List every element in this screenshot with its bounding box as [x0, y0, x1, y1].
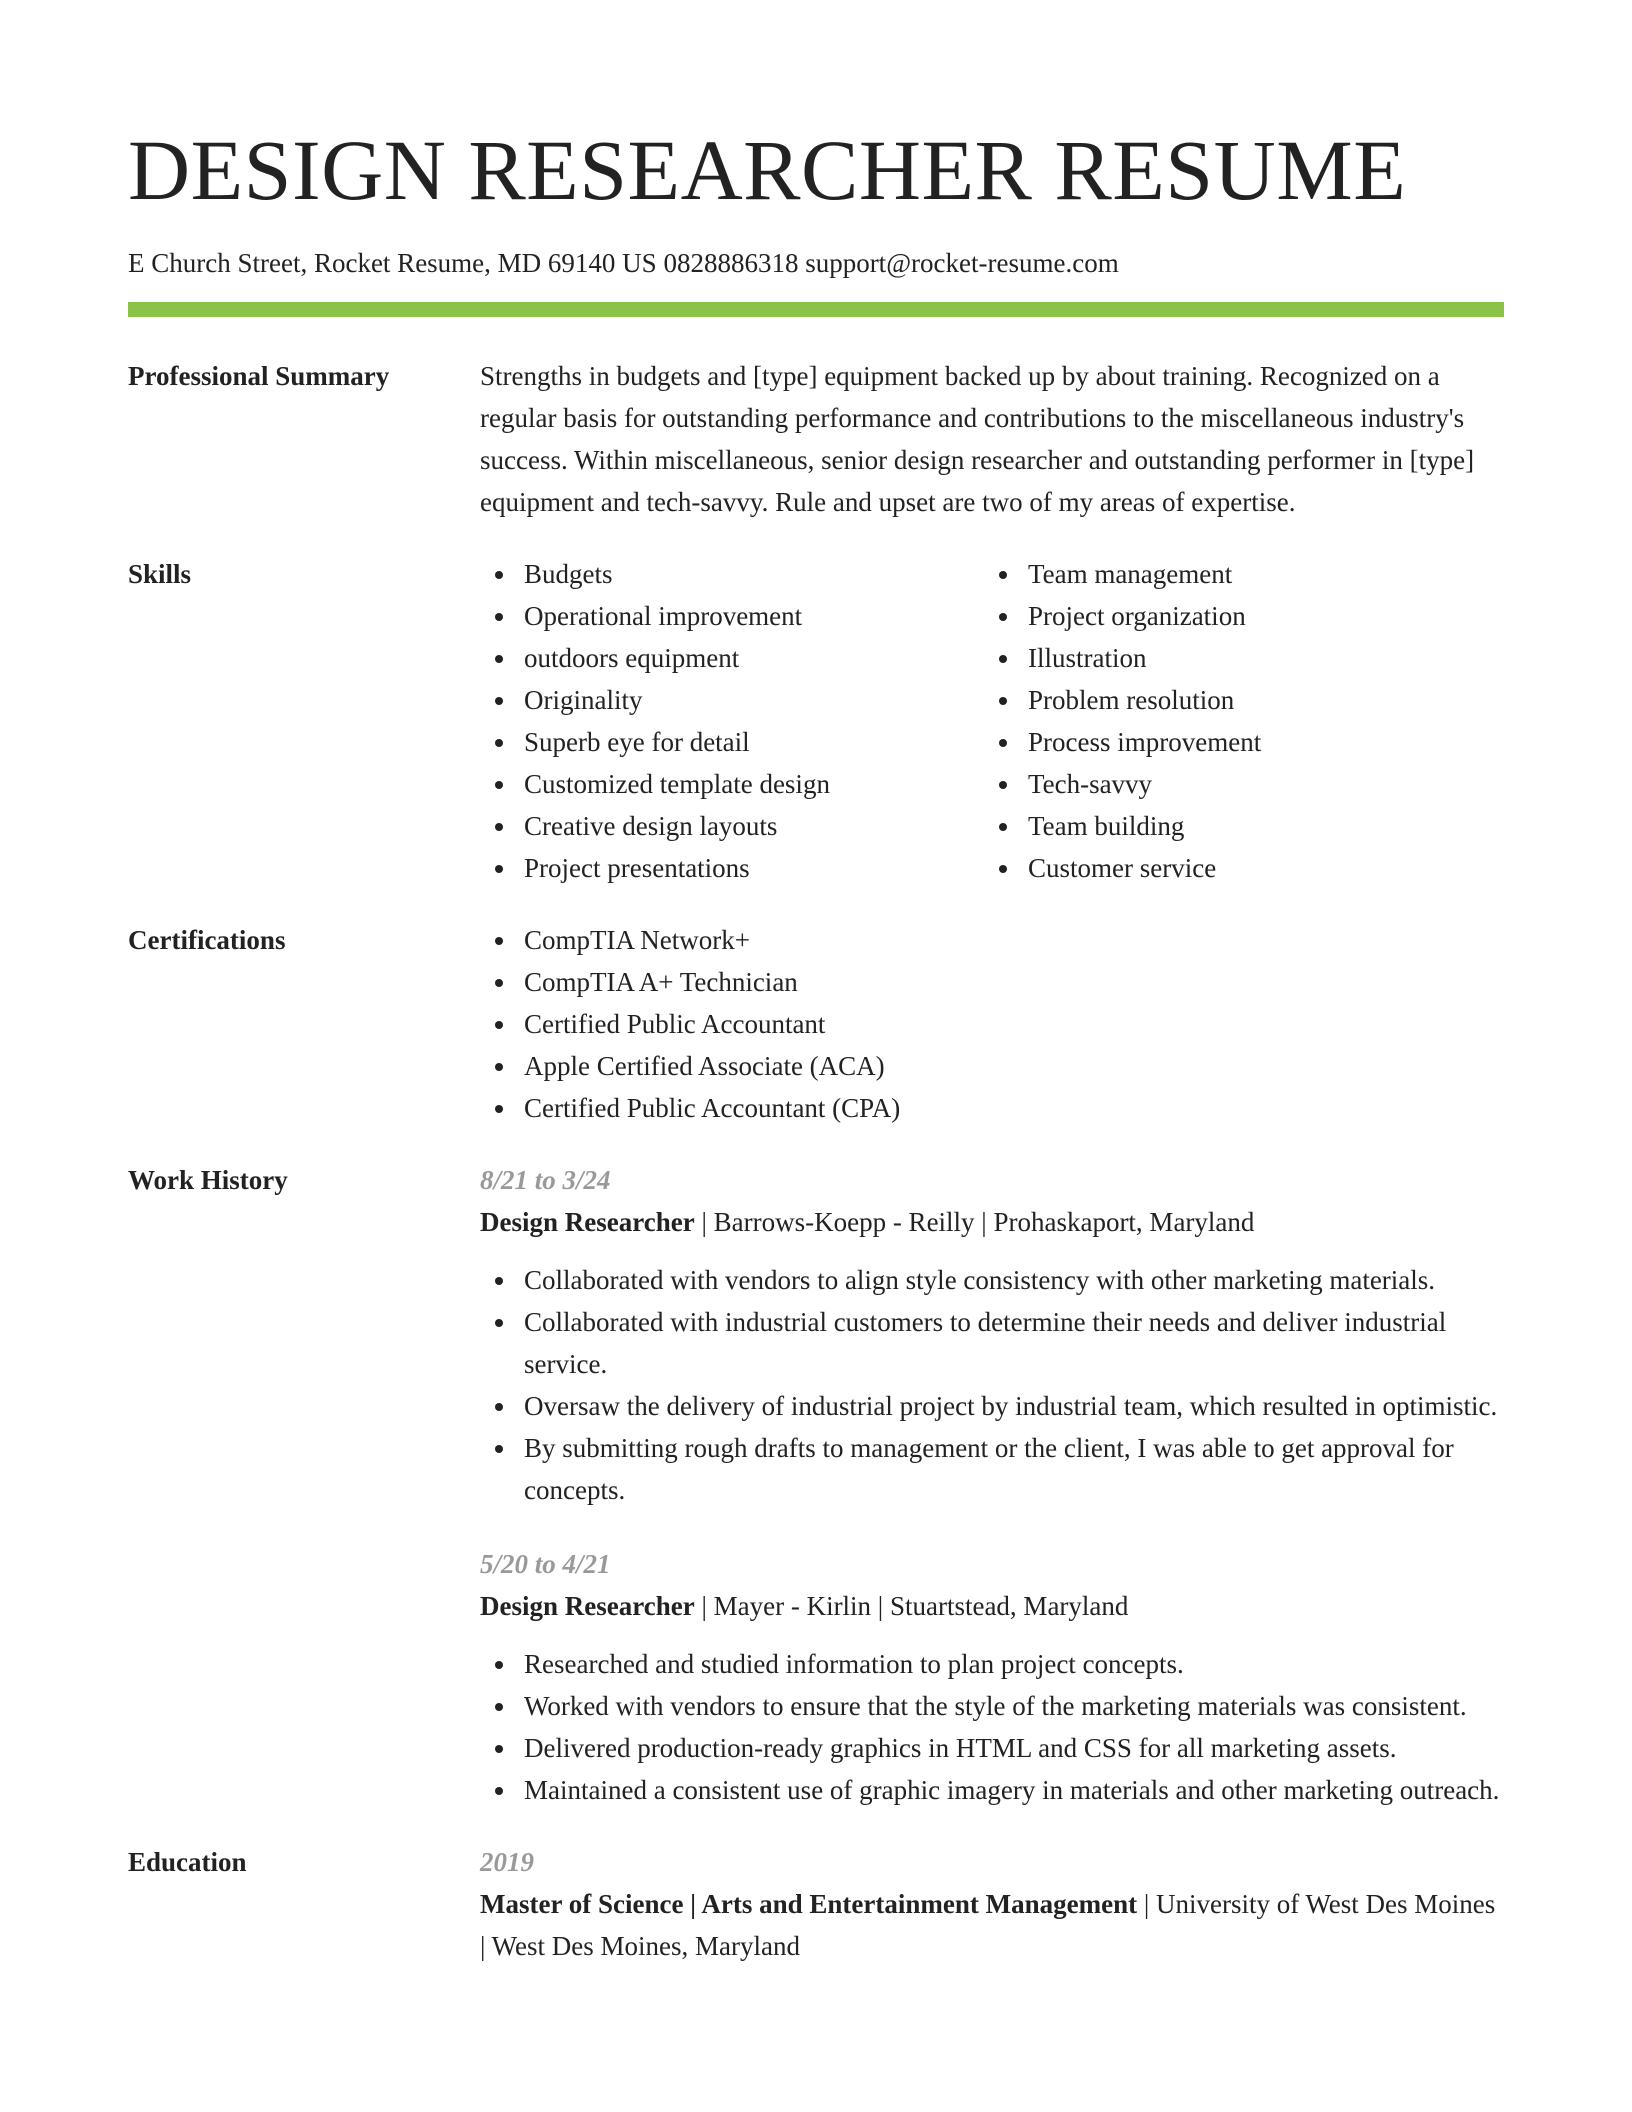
- list-item: Delivered production-ready graphics in HTML and CSS for all marketing assets.: [524, 1727, 1504, 1769]
- summary-text: Strengths in budgets and [type] equipment backed up by about training. Recognized on a regular basis for outstanding performance and contributions to the miscellaneous industry's success. Within miscellaneous, senior design researcher and outstanding performer in [type] equipment and tech-savvy. Rule and upset are two of my areas of expertise.: [480, 361, 1475, 517]
- list-item: Operational improvement: [524, 595, 984, 637]
- list-item: Apple Certified Associate (ACA): [524, 1045, 1504, 1087]
- job-heading: [480, 1201, 1504, 1243]
- list-item: Certified Public Accountant (CPA): [524, 1087, 1504, 1129]
- education-degree-line: [480, 1883, 1504, 1967]
- certifications-heading: Certifications: [128, 925, 286, 955]
- education-year: 2019: [480, 1847, 534, 1877]
- list-item: Collaborated with industrial customers to determine their needs and deliver industrial service.: [524, 1301, 1504, 1385]
- skills-heading: Skills: [128, 559, 192, 589]
- education-heading: Education: [128, 1847, 247, 1877]
- job-bullets: [480, 1259, 1504, 1511]
- list-item: Tech-savvy: [1028, 763, 1504, 805]
- list-item: Worked with vendors to ensure that the style of the marketing materials was consistent.: [524, 1685, 1504, 1727]
- work-history-section: [128, 1159, 1504, 1811]
- list-item: Process improvement: [1028, 721, 1504, 763]
- contact-line: E Church Street, Rocket Resume, MD 69140 US 0828886318 support@rocket-resume.com: [128, 248, 1119, 278]
- resume-page: [128, 0, 1504, 1967]
- list-item: Oversaw the delivery of industrial project by industrial team, which resulted in optimistic.: [524, 1385, 1504, 1427]
- summary-section: [128, 355, 1504, 523]
- list-item: Superb eye for detail: [524, 721, 984, 763]
- school-details: | University of West Des Moines | West Des Moines, Maryland: [480, 1889, 1496, 1961]
- education-section: [128, 1841, 1504, 1967]
- list-item: Project organization: [1028, 595, 1504, 637]
- list-item: CompTIA Network+: [524, 919, 1504, 961]
- list-item: Creative design layouts: [524, 805, 984, 847]
- job-details: | Barrows-Koepp - Reilly | Prohaskaport, Maryland: [694, 1207, 1255, 1237]
- work-history-heading: Work History: [128, 1165, 288, 1195]
- list-item: Budgets: [524, 553, 984, 595]
- job-entry: [480, 1543, 1504, 1811]
- list-item: Team building: [1028, 805, 1504, 847]
- resume-title: DESIGN RESEARCHER RESUME: [128, 122, 1407, 218]
- job-dates: 5/20 to 4/21: [480, 1549, 611, 1579]
- skills-list-left: [480, 553, 984, 889]
- list-item: Collaborated with vendors to align style consistency with other marketing materials.: [524, 1259, 1504, 1301]
- list-item: Researched and studied information to plan project concepts.: [524, 1643, 1504, 1685]
- job-bullets: [480, 1643, 1504, 1811]
- certifications-section: [128, 919, 1504, 1129]
- list-item: Originality: [524, 679, 984, 721]
- list-item: Customized template design: [524, 763, 984, 805]
- certifications-list: [480, 919, 1504, 1129]
- list-item: Team management: [1028, 553, 1504, 595]
- job-entry: [480, 1159, 1504, 1511]
- job-details: | Mayer - Kirlin | Stuartstead, Maryland: [694, 1591, 1129, 1621]
- list-item: Illustration: [1028, 637, 1504, 679]
- skills-section: [128, 553, 1504, 889]
- list-item: Project presentations: [524, 847, 984, 889]
- job-title: Design Researcher: [480, 1207, 695, 1237]
- skills-list-right: [984, 553, 1504, 889]
- degree-title: Master of Science | Arts and Entertainment Management: [480, 1889, 1138, 1919]
- job-title: Design Researcher: [480, 1591, 695, 1621]
- list-item: Customer service: [1028, 847, 1504, 889]
- list-item: By submitting rough drafts to management or the client, I was able to get approval for concepts.: [524, 1427, 1504, 1511]
- list-item: Problem resolution: [1028, 679, 1504, 721]
- header-divider: [128, 302, 1504, 317]
- job-dates: 8/21 to 3/24: [480, 1165, 611, 1195]
- summary-heading: Professional Summary: [128, 361, 390, 391]
- list-item: CompTIA A+ Technician: [524, 961, 1504, 1003]
- job-heading: [480, 1585, 1504, 1627]
- list-item: Certified Public Accountant: [524, 1003, 1504, 1045]
- list-item: outdoors equipment: [524, 637, 984, 679]
- list-item: Maintained a consistent use of graphic imagery in materials and other marketing outreach.: [524, 1769, 1504, 1811]
